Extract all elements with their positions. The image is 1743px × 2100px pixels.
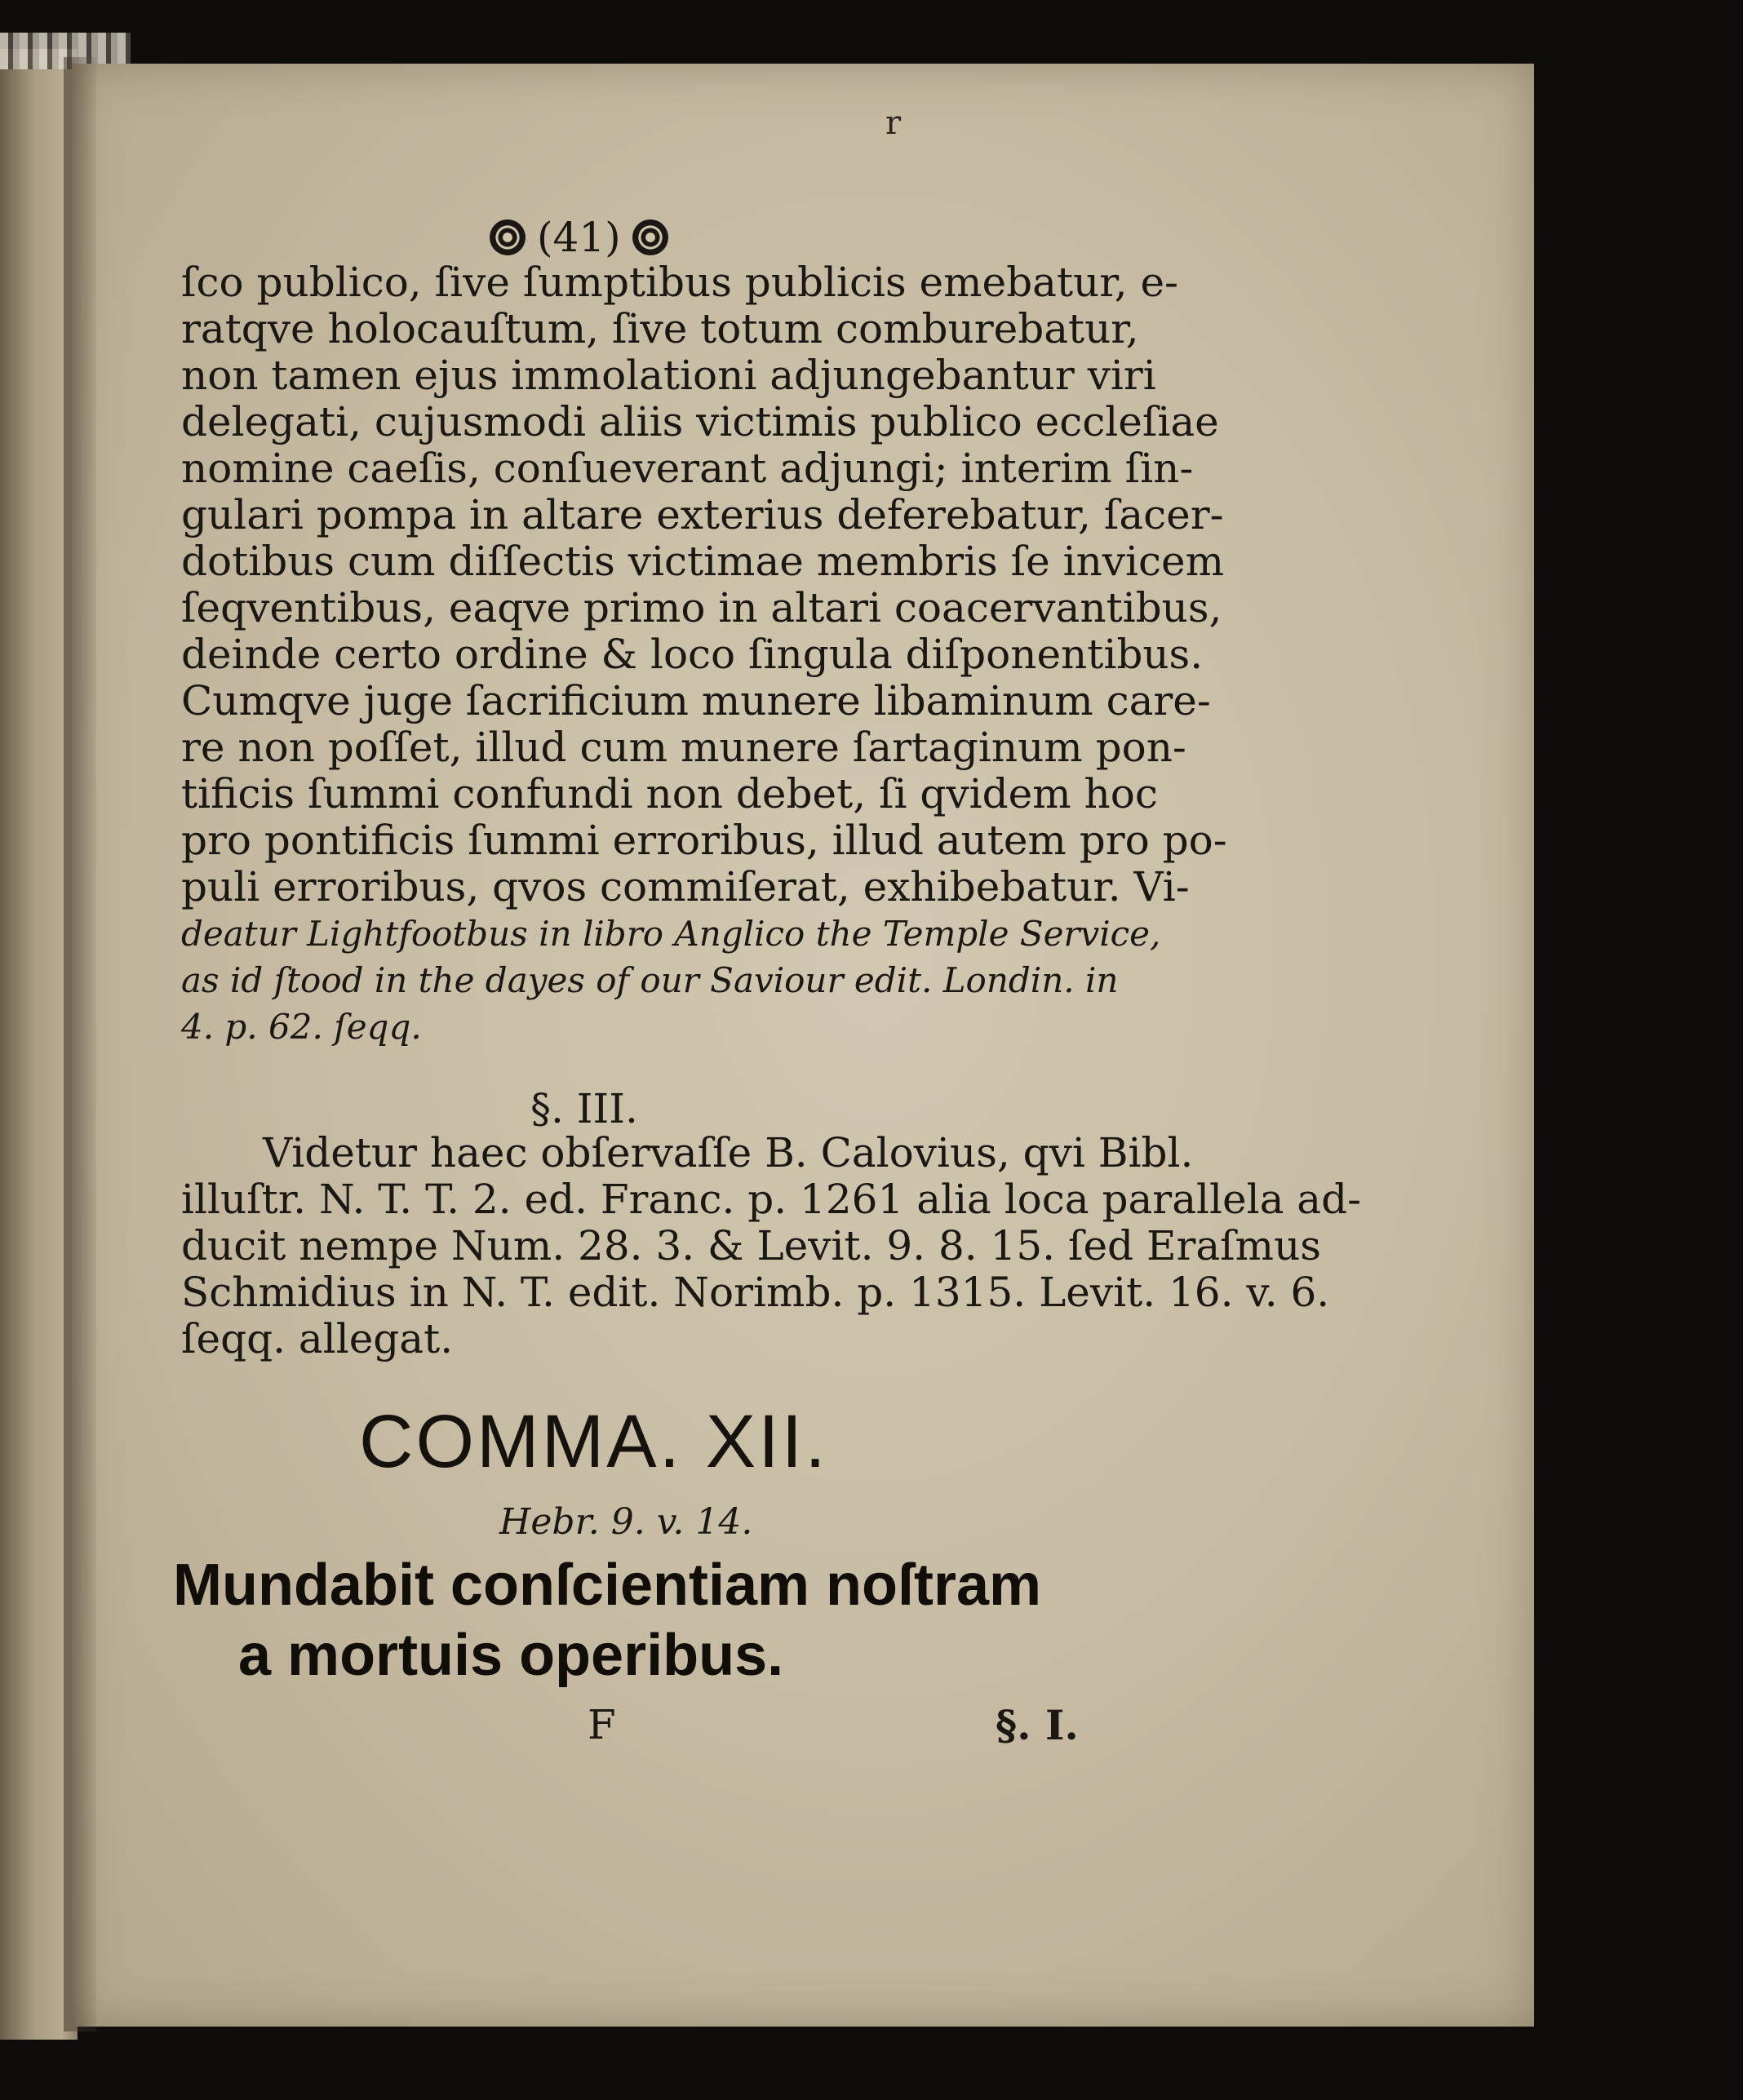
body-line: ſco publico, ſive ſumptibus publicis emebatur, e- <box>181 259 1178 306</box>
body-line: deinde certo ordine & loco ſingula diſponentibus. <box>181 631 1204 678</box>
body-line: non tamen ejus immolationi adjungebantur viri <box>181 352 1156 399</box>
body-line: gulari pompa in altare exterius deferebatur, ſacer- <box>181 491 1224 538</box>
italic-citation-line: as id ſtood in the dayes of our Saviour edit. Londin. in <box>181 960 1119 1000</box>
comma-title: COMMA. XII. <box>359 1400 828 1483</box>
body-line: ſeqventibus, eaqve primo in altari coacervantibus, <box>181 584 1222 631</box>
body-line: delegati, cujusmodi aliis victimis publico eccleſiae <box>181 398 1219 445</box>
body-line: dotibus cum diſſectis victimae membris ſe invicem <box>181 538 1225 585</box>
verse-text <box>173 1550 1041 1690</box>
body-line: pro pontificis ſummi erroribus, illud autem pro po- <box>181 817 1227 864</box>
body-line: ratqve holocauſtum, ſive totum comburebatur, <box>181 305 1139 352</box>
body-line: puli erroribus, qvos commiſerat, exhibebatur. Vi- <box>181 863 1190 910</box>
book-gutter <box>64 57 96 2031</box>
page-number: (41) <box>537 214 621 261</box>
second-paragraph <box>181 1129 1361 1362</box>
page-header <box>490 214 668 261</box>
italic-citation-line: 4. p. 62. ſeqq. <box>181 1007 422 1047</box>
body-line: Cumqve juge ſacrificium munere libaminum care- <box>181 677 1211 724</box>
para-line: ſeqq. allegat. <box>181 1315 454 1362</box>
stray-mark: r <box>885 104 902 142</box>
body-line: tificis ſummi confundi non debet, ſi qvidem hoc <box>181 770 1158 817</box>
catchword: §. I. <box>996 1701 1079 1749</box>
verse-line: Mundabit conſcientiam noſtram <box>173 1553 1042 1618</box>
section-heading: §. III. <box>530 1085 638 1132</box>
body-line: nomine caeſis, conſueverant adjungi; interim ſin- <box>181 445 1194 492</box>
body-paragraph <box>181 259 1227 1050</box>
italic-citation-line: deatur Lightfootbus in libro Anglico the Temple Service, <box>181 914 1161 954</box>
para-line: Videtur haec obſervaſſe B. Calovius, qvi Bibl. <box>263 1129 1194 1176</box>
body-line: re non poſſet, illud cum munere ſartaginum pon- <box>181 724 1186 771</box>
para-line: ducit nempe Num. 28. 3. & Levit. 9. 8. 15. ſed Eraſmus <box>181 1222 1321 1269</box>
signature-mark: F <box>588 1701 616 1748</box>
verse-line: a mortuis operibus. <box>238 1623 784 1688</box>
para-line: Schmidius in N. T. edit. Norimb. p. 1315. Levit. 16. v. 6. <box>181 1269 1330 1316</box>
para-line: illuſtr. N. T. T. 2. ed. Franc. p. 1261 alia loca parallela ad- <box>181 1176 1361 1223</box>
rosette-ornament-icon <box>632 219 668 255</box>
scripture-reference: Hebr. 9. v. 14. <box>499 1501 753 1543</box>
rosette-ornament-icon <box>490 219 526 255</box>
